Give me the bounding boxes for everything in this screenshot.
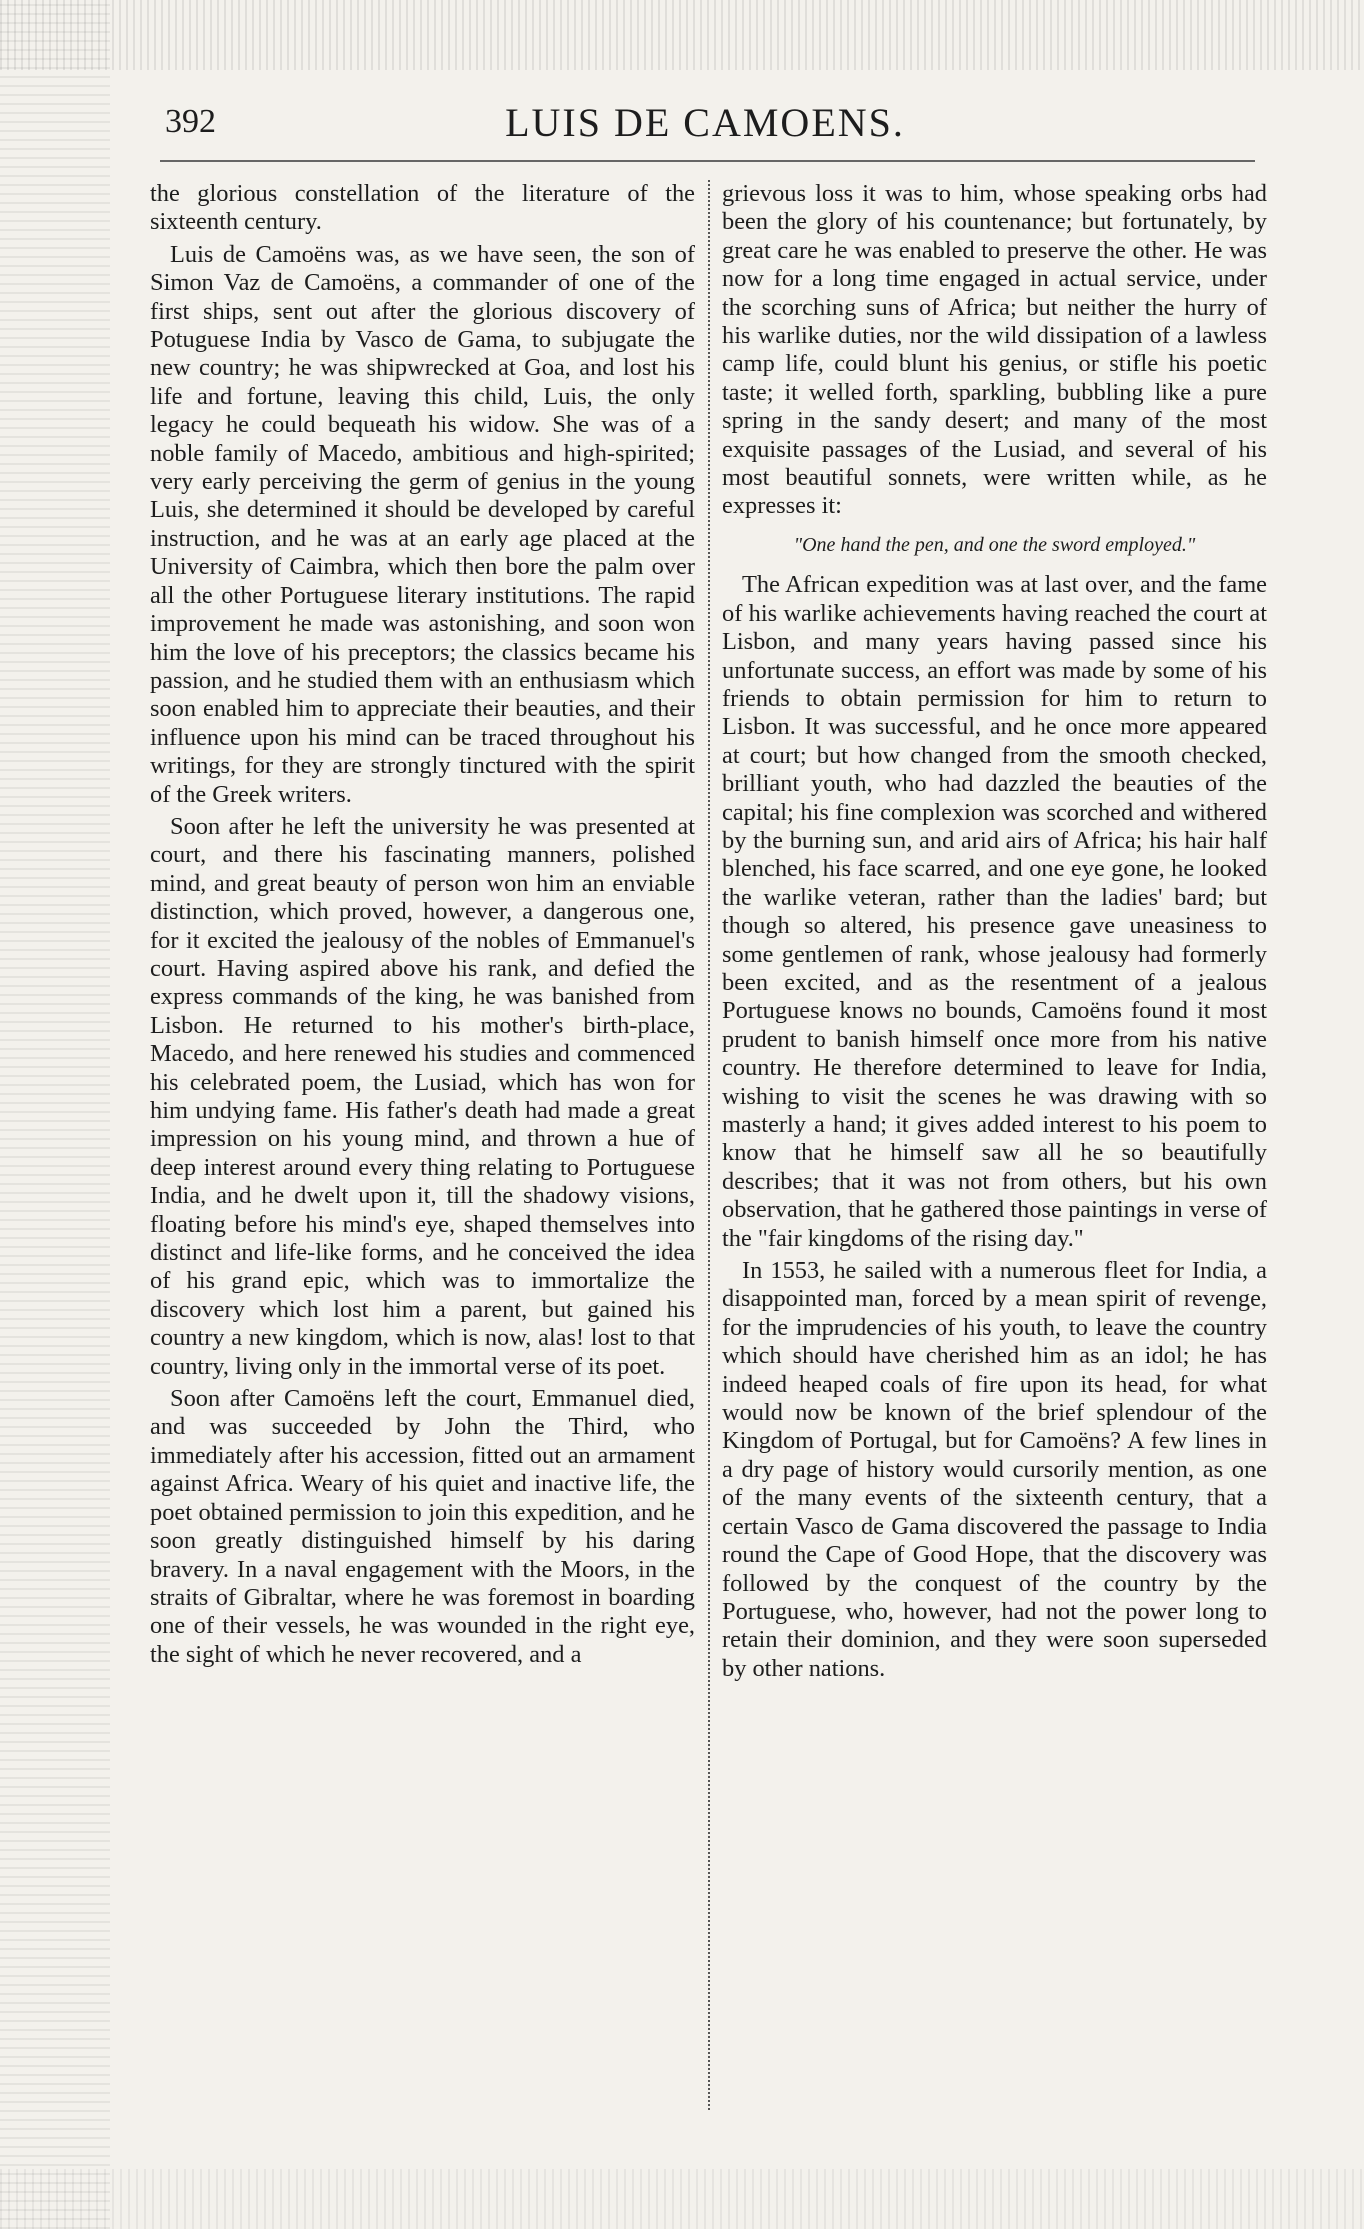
- right-column: [722, 180, 1267, 2120]
- left-paragraph-4: Soon after Camoëns left the court, Emmanuel died, and was succeeded by John the Third, who immediately after his accession, fitted out an armament against Africa. Weary of his quiet and inactive life, the poet obtained permission to join this expedition, and he soon greatly distinguished himself by his daring bravery. In a naval engagement with the Moors, in the straits of Gibraltar, where he was foremost in boarding one of their vessels, he was wounded in the right eye, the sight of which he never recovered, and a: [150, 1385, 695, 1668]
- left-paragraph-2: Luis de Camoëns was, as we have seen, the son of Simon Vaz de Camoëns, a commander of one of the first ships, sent out after the glorious discovery of Potuguese India by Vasco de Gama, to subjugate the new country; he was shipwrecked at Goa, and lost his life and fortune, leaving this child, Luis, the only legacy he could bequeath his widow. She was of a noble family of Macedo, ambitious and high-spirited; very early perceiving the germ of genius in the young Luis, she determined it should be developed by careful instruction, and he was at an early age placed at the University of Caimbra, which then bore the palm over all the other Portuguese literary institutions. The rapid improvement he made was astonishing, and soon won him the love of his preceptors; the classics became his passion, and he studied them with an enthusiasm which soon enabled him to appreciate their beauties, and their influence upon his mind can be traced throughout his writings, for they are strongly tinctured with the spirit of the Greek writers.: [150, 240, 695, 808]
- column-divider: [708, 180, 710, 2110]
- scan-noise-left: [0, 0, 110, 2229]
- left-paragraph-3: Soon after he left the university he was presented at court, and there his fascinating manners, polished mind, and great beauty of person won him an enviable distinction, which proved, however, a dangerous one, for it excited the jealousy of the nobles of Emmanuel's court. Having aspired above his rank, and defied the express commands of the king, he was banished from Lisbon. He returned to his mother's birth-place, Macedo, and here renewed his studies and commenced his celebrated poem, the Lusiad, which has won for him undying fame. His father's death had made a great impression on his young mind, and thrown a hue of deep interest around every thing relating to Portuguese India, and he dwelt upon it, till the shadowy visions, floating before his mind's eye, shaped themselves into distinct and life-like forms, and he conceived the idea of his grand epic, which was to immortalize the discovery which lost him a parent, but gained his country a new kingdom, which is now, alas! lost to that country, living only in the immortal verse of its poet.: [150, 812, 695, 1380]
- page-number: 392: [165, 103, 216, 140]
- left-column: [150, 180, 695, 2120]
- right-paragraph-2: The African expedition was at last over, and the fame of his warlike achievements having reached the court at Lisbon, and many years having passed since his unfortunate success, an effort was made by some of his friends to obtain permission for him to return to Lisbon. It was successful, and he once more appeared at court; but how changed from the smooth checked, brilliant youth, who had dazzled the beauties of the capital; his fine complexion was scorched and withered by the burning sun, and arid airs of Africa; his hair half blenched, his face scarred, and one eye gone, he looked the warlike veteran, rather than the ladies' bard; but though so altered, his presence gave uneasiness to some gentlemen of rank, whose jealousy had formerly been excited, and as the resentment of a jealous Portuguese knows no bounds, Camoëns found it most prudent to banish himself once more from his native country. He therefore determined to leave for India, wishing to visit the scenes he was drawing with so masterly a hand; it gives added interest to his poem to know that he himself saw all he so beautifully describes; that it was not from others, but his own observation, that he gathered those paintings in verse of the "fair kingdoms of the rising day.": [722, 571, 1267, 1252]
- scan-noise-bottom: [0, 2169, 1364, 2229]
- scan-noise-top: [0, 0, 1364, 70]
- header-rule: [160, 160, 1255, 162]
- right-paragraph-3: In 1553, he sailed with a numerous fleet for India, a disappointed man, forced by a mean spirit of revenge, for the imprudencies of his youth, to leave the country which should have cherished him as an idol; he has indeed heaped coals of fire upon its head, for what would now be known of the brief splendour of the Kingdom of Portugal, but for Camoëns? A few lines in a dry page of history would cursorily mention, as one of the many events of the sixteenth century, that a certain Vasco de Gama discovered the passage to India round the Cape of Good Hope, that the discovery was followed by the conquest of the country by the Portuguese, who, however, had not the power long to retain their dominion, and they were soon superseded by other nations.: [722, 1257, 1267, 1682]
- verse-quote: "One hand the pen, and one the sword employed.": [793, 533, 1196, 556]
- page-header: [165, 95, 1245, 155]
- running-title: LUIS DE CAMOENS.: [505, 100, 905, 145]
- right-paragraph-1: grievous loss it was to him, whose speaking orbs had been the glory of his countenance; but fortunately, by great care he was enabled to preserve the other. He was now for a long time engaged in actual service, under the scorching suns of Africa; but neither the hurry of his warlike duties, nor the wild dissipation of a lawless camp life, could blunt his genius, or stifle his poetic taste; it welled forth, sparkling, bubbling like a pure spring in the sandy desert; and many of the most exquisite passages of the Lusiad, and several of his most beautiful sonnets, were written while, as he expresses it:: [722, 180, 1267, 520]
- left-paragraph-1: the glorious constellation of the literature of the sixteenth century.: [150, 180, 695, 236]
